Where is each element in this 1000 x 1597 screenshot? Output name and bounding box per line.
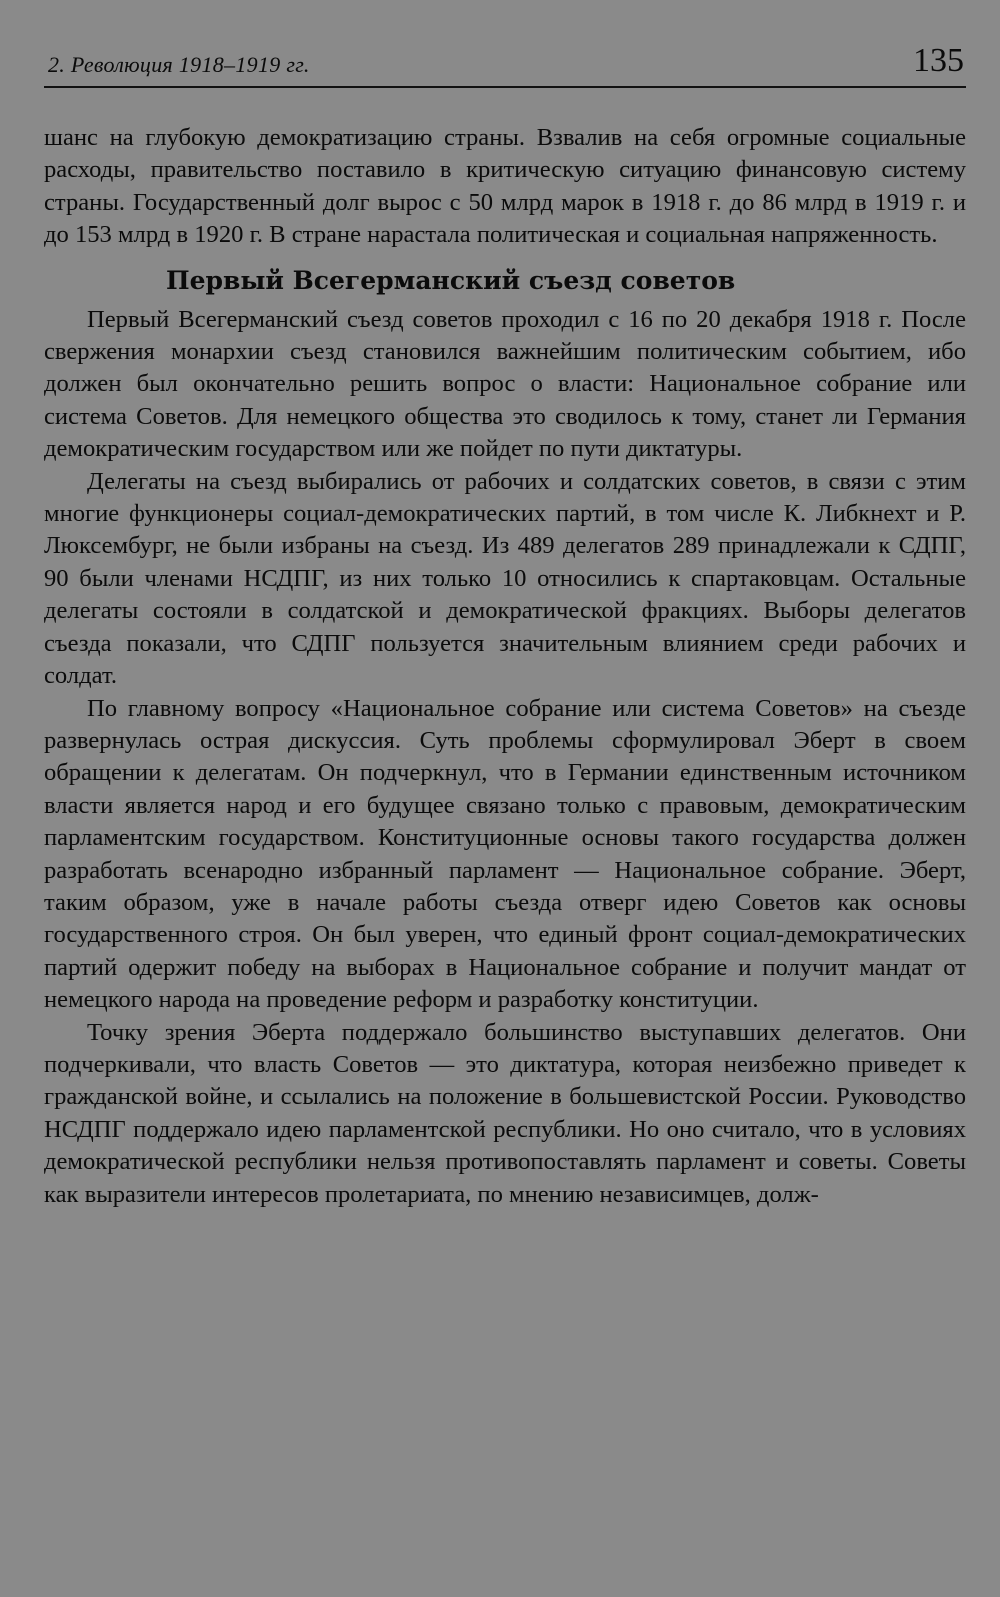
intro-paragraph: шанс на глубокую демократизацию страны. Взвалив на себя огромные социальные расходы, правительство поставило в критическую ситуацию финансовую систему страны. Государственный долг вырос с 50 млрд марок в 1918 г. до 86 млрд в 1919 г. и до 153 млрд в 1920 г. В стране нарастала политическая и социальная напряженность.	[44, 124, 966, 249]
book-page	[44, 40, 966, 1211]
paragraph-congress-dates: Первый Всегерманский съезд советов проходил с 16 по 20 декабря 1918 г. После свержения монархии съезд становился важнейшим политическим событием, ибо должен был окончательно решить вопрос о власти: Национальное собрание или система Советов. Для немецкого общества это сводилось к тому, станет ли Германия демократическим государством или же пойдет по пути диктатуры.	[44, 305, 966, 463]
paragraph-delegates: Делегаты на съезд выбирались от рабочих и солдатских советов, в связи с этим многие функционеры социал-демократических партий, в том числе К. Либкнехт и Р. Люксембург, не были избраны на съезд. Из 489 делегатов 289 принадлежали к СДПГ, 90 были членами НСДПГ, из них только 10 относились к спартаковцам. Остальные делегаты состояли в солдатской и демократической фракциях. Выборы делегатов съезда показали, что СДПГ пользуется значительным влиянием среди рабочих и солдат.	[44, 467, 966, 690]
section-heading: Первый Всегерманский съезд советов	[166, 265, 736, 295]
page-number: 135	[913, 42, 964, 79]
chapter-title: 2. Революция 1918–1919 гг.	[48, 52, 310, 77]
paragraph-ebert-support: Точку зрения Эберта поддержало большинство выступавших делегатов. Они подчеркивали, что власть Советов — это диктатура, которая неизбежно приведет к гражданской войне, и ссылались на положение в большевистской России. Руководство НСДПГ поддержало идею парламентской республики. Но оно считало, что в условиях демократической республики нельзя противопоставлять парламент и советы. Советы как выразители интересов пролетариата, по мнению независимцев, долж-	[44, 1018, 966, 1208]
body-text	[44, 122, 966, 1211]
running-head	[44, 40, 966, 88]
paragraph-main-question: По главному вопросу «Национальное собрание или система Советов» на съезде развернулась острая дискуссия. Суть проблемы сформулировал Эберт в своем обращении к делегатам. Он подчеркнул, что в Германии единственным источником власти является народ и его будущее связано только с правовым, демократическим парламентским государством. Конституционные основы такого государства должен разработать всенародно избранный парламент — Национальное собрание. Эберт, таким образом, уже в начале работы съезда отверг идею Советов как основы государственного строя. Он был уверен, что единый фронт социал-демократических партий одержит победу на выборах в Национальное собрание и получит мандат от немецкого народа на проведение реформ и разработку конституции.	[44, 694, 966, 1014]
